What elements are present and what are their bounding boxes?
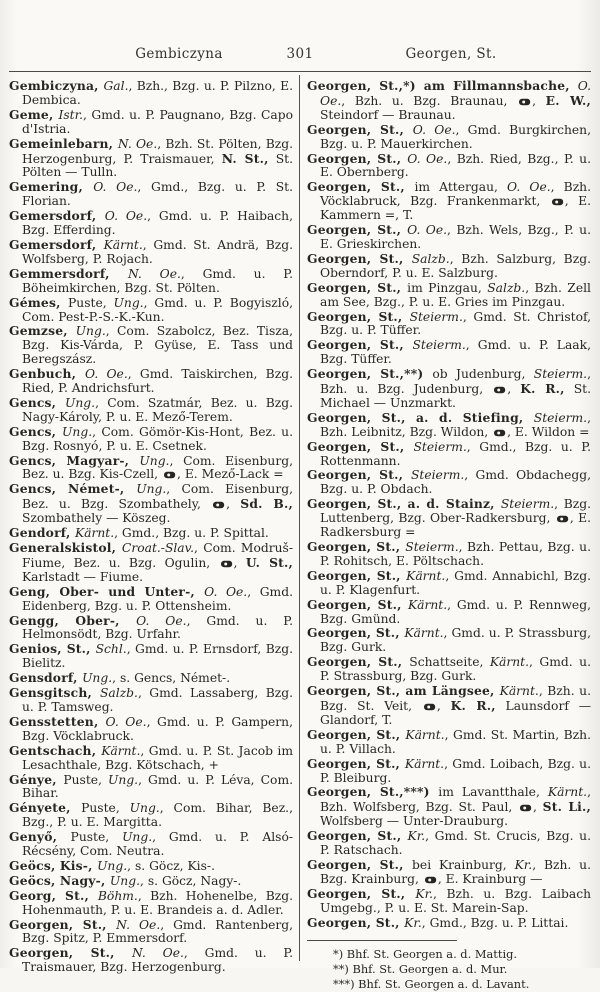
entry-region-abbrev: O. Oe. xyxy=(507,180,551,195)
gazetteer-entry xyxy=(307,281,591,310)
gazetteer-entry xyxy=(307,152,591,181)
entry-bold-text: Georgen, St., xyxy=(307,438,414,454)
right-column xyxy=(307,79,591,992)
gazetteer-entry xyxy=(9,541,293,585)
entry-bold-text: Gendorf, xyxy=(9,525,75,541)
gazetteer-entry xyxy=(9,79,293,108)
entry-region-abbrev: Croat.-Slav. xyxy=(121,541,195,555)
entry-region-abbrev: Ung. xyxy=(122,830,153,845)
entry-text: , Bzh., Bzg. u. P. Pilzno, E. Dembica. xyxy=(22,79,293,107)
gazetteer-entry xyxy=(307,655,591,684)
entry-region-abbrev: Ung. xyxy=(75,324,106,339)
entry-text: , Com. Szatmár, Bez. u. Bzg. Nagy-Károly, P. u. E. Mező-Terem. xyxy=(22,395,294,424)
entry-bold-text: Georgen, St., xyxy=(307,856,413,872)
entry-text: St. Pölten — Tulln. xyxy=(22,151,293,180)
entry-text: , Bzh. u. Bzg. Braunau, xyxy=(341,93,518,108)
entry-region-abbrev: O. Oe. xyxy=(412,122,456,137)
posthorn-icon xyxy=(556,515,569,523)
gazetteer-entry xyxy=(307,858,591,887)
entry-region-abbrev: Kärnt. xyxy=(406,568,446,583)
entry-region-abbrev: O. Oe. xyxy=(320,79,591,108)
entry-bold-text: Geöcs, Kis-, xyxy=(9,857,98,873)
entry-text: , Gmd. u. P. Laak, Bzg. Tüffer. xyxy=(320,338,591,367)
gazetteer-entry xyxy=(9,238,293,267)
gazetteer-entry xyxy=(9,324,293,367)
entry-bold-text: Geöcs, Nagy-, xyxy=(9,872,110,888)
gazetteer-entry xyxy=(307,180,591,223)
entry-region-abbrev: Schl. xyxy=(95,642,127,657)
entry-text: , xyxy=(436,698,451,713)
gazetteer-entry xyxy=(307,785,591,829)
entry-bold-text: Geme, xyxy=(9,106,59,122)
entry-text: , Com. Eisenburg, Bez. u. Bzg. Szombathely, xyxy=(22,482,293,512)
entry-region-abbrev: Salzb. xyxy=(487,280,526,295)
entry-bold-text: Georgen, St., xyxy=(307,654,410,670)
entry-region-abbrev: Böhm. xyxy=(97,888,138,903)
entry-text: , xyxy=(533,800,543,815)
entry-text: Puste, xyxy=(63,772,109,787)
gazetteer-entry xyxy=(9,874,293,889)
entry-bold-text: Gémes, xyxy=(9,294,69,310)
entry-text: , Gmd., Bzg. u. P. Spittal. xyxy=(114,526,269,541)
entry-text: , Bzh. Wels, Bzg., P. u. E. Grieskirchen. xyxy=(320,223,591,251)
entry-text: , Gmd. u. P. Böheimkirchen, Bzg. St. Pölten. xyxy=(22,266,293,295)
gazetteer-entry xyxy=(9,642,293,671)
entry-region-abbrev: N. Oe. xyxy=(117,136,158,151)
gazetteer-entry xyxy=(307,252,591,281)
entry-text: , Bzh. u. Bzg. St. Veit, xyxy=(320,684,591,713)
entry-text: , Gmd. u. P. Strassburg, Bzg. Gurk. xyxy=(320,655,591,684)
entry-bold-text: Georgen, St., xyxy=(307,828,408,844)
entry-bold-text: Georgen, St., xyxy=(307,179,415,195)
entry-text: , Gmd., Bzg. u. P. St. Florian. xyxy=(22,180,293,209)
entry-bold-text: Georgen, St., a. d. Stainz, xyxy=(307,496,501,512)
entry-bold-text: Georgen, St., a. d. Stiefing, xyxy=(307,409,534,425)
entry-text: , Gmd. u. P. Helmonsödt, Bzg. Urfahr. xyxy=(22,613,293,642)
entry-text: , Gmd. u. P. Alsó-Récsény, Com. Neutra. xyxy=(22,830,294,859)
gazetteer-entry xyxy=(9,425,293,454)
gazetteer-entry xyxy=(307,79,591,123)
entry-text: , Bzh. Hohenelbe, Bzg. Hohenmauth, P. u. E. Brandeis a. d. Adler. xyxy=(22,888,293,917)
entry-text: Schattseite, xyxy=(409,655,490,670)
posthorn-icon xyxy=(493,429,506,437)
entry-region-abbrev: Kärnt. xyxy=(547,785,588,800)
entry-text: Puste, xyxy=(68,295,114,310)
entry-bold-text: Georgen, St., xyxy=(307,250,412,266)
entry-bold-text: Georgen, St., xyxy=(307,150,408,166)
entry-bold-text: Gemeinlebarn, xyxy=(9,135,118,151)
entry-bold-text: Gényete, xyxy=(9,800,82,816)
entry-text: , Gmd. Rantenberg, Bzg. Spitz, P. Emmersdorf. xyxy=(22,917,294,946)
running-head-right-keyword: Georgen, St. xyxy=(405,46,497,62)
entry-region-abbrev: Steierm. xyxy=(412,338,466,353)
entry-region-abbrev: Salzb. xyxy=(411,251,450,266)
entry-bold-text: Georgen, St., xyxy=(307,539,406,554)
entry-region-abbrev: Istr. xyxy=(58,107,84,122)
gazetteer-entry xyxy=(307,440,591,469)
entry-text: , Gmd. u. P. Rennweg, Bzg. Gmünd. xyxy=(320,597,591,626)
entry-bold-text: Gensdorf, xyxy=(9,670,83,686)
posthorn-icon xyxy=(212,501,225,509)
entry-bold-text: Gentschach, xyxy=(9,742,102,758)
entry-region-abbrev: N. Oe. xyxy=(127,266,181,281)
entry-text: , Gmd. Eidenberg, Bzg. u. P. Ottensheim. xyxy=(22,584,293,613)
entry-text: , Gmd. u. P. Strassburg, Bzg. Gurk. xyxy=(320,626,591,655)
gazetteer-entry xyxy=(9,671,293,686)
entry-bold-text: Georgen, St.,**) xyxy=(307,366,433,382)
gazetteer-entry xyxy=(307,468,591,497)
entry-text: , s. Göcz, Nagy-. xyxy=(140,873,242,888)
gazetteer-entry xyxy=(9,296,293,325)
entry-bold-text: Gemersdorf, xyxy=(9,236,104,252)
entry-text: , xyxy=(233,555,246,570)
entry-region-abbrev: Steierm. xyxy=(533,410,588,425)
entry-text: , Bzh. u. Bzg. Laibach Umgebg., P. u. E. St. Marein-Sap. xyxy=(320,886,592,915)
entry-bold-text: Georgen, St., xyxy=(307,467,411,483)
entry-region-abbrev: Ung. xyxy=(113,295,144,310)
posthorn-icon xyxy=(220,560,233,568)
entry-bold-text: Génye, xyxy=(9,771,64,787)
entry-text: , Com. Bihar, Bez., Bzg., P. u. E. Margitta. xyxy=(22,801,293,830)
entry-text: Szombathely — Köszeg. xyxy=(22,511,171,526)
entry-text: im Lavantthale, xyxy=(438,785,548,800)
posthorn-icon xyxy=(163,471,176,479)
entry-bold-text: N. St., xyxy=(221,150,269,166)
entry-text: , Gmd. u. P. Léva, Com. Bihar. xyxy=(22,772,294,801)
entry-text: Launsdorf — Glandorf, T. xyxy=(320,698,592,727)
gazetteer-entry xyxy=(9,946,293,975)
entry-region-abbrev: Kärnt. xyxy=(101,743,141,758)
entry-text: , Gmd., Bzg. u. P. Littai. xyxy=(421,915,569,930)
entry-bold-text: Generalskistol, xyxy=(9,540,122,555)
entry-bold-text: Georgen, St., xyxy=(307,726,406,742)
header-rule xyxy=(9,71,591,72)
gazetteer-entry xyxy=(307,916,591,931)
gazetteer-entry xyxy=(9,686,293,715)
footnote-rule xyxy=(307,940,457,941)
entry-region-abbrev: Steierm. xyxy=(405,540,459,554)
entry-text: bei Krainburg, xyxy=(412,857,515,872)
entry-bold-text: Gencs, xyxy=(9,423,63,439)
entry-text: , xyxy=(507,382,521,397)
entry-text: , Gmd. Annabichl, Bzg. u. P. Klagenfurt. xyxy=(320,568,592,597)
footnote-block xyxy=(307,940,591,992)
entry-region-abbrev: Kr. xyxy=(407,829,426,844)
entry-text: , Gmd. Burgkirchen, Bzg. u. P. Mauerkirchen. xyxy=(320,122,591,151)
entry-text: , Gmd. u. P. Gampern, Bzg. Vöcklabruck. xyxy=(22,714,294,743)
entry-text: , Bzh. Ried, Bzg., P. u. E. Obernberg. xyxy=(320,151,591,180)
gazetteer-entry xyxy=(9,801,293,830)
gazetteer-entry xyxy=(9,830,293,859)
entry-region-abbrev: Kärnt. xyxy=(407,597,448,612)
entry-region-abbrev: Steierm. xyxy=(409,309,463,324)
entry-text: , E. Kammern =, T. xyxy=(320,194,591,223)
entry-bold-text: Sd. B., xyxy=(240,496,293,512)
entry-text: Wolfsberg — Unter-Drauburg. xyxy=(320,814,508,829)
entry-text: , E. Mező-Lack = xyxy=(177,467,284,482)
entry-region-abbrev: Gal. xyxy=(103,79,129,93)
entry-text: , Gmd. St. Martin, Bzh. u. P. Villach. xyxy=(320,727,591,756)
entry-text: , Gmd. u. P. St. Jacob im Lesachthale, Bzg. Kötschach, + xyxy=(22,743,294,772)
entry-bold-text: Geng, Ober- und Unter-, xyxy=(9,583,205,599)
entry-text: , xyxy=(532,93,546,108)
entry-bold-text: Georgen, St., xyxy=(9,945,132,961)
posthorn-icon xyxy=(518,98,531,106)
entry-region-abbrev: Ung. xyxy=(139,453,170,468)
entry-region-abbrev: Ung. xyxy=(97,858,128,873)
entry-text: ob Judenburg, xyxy=(432,367,534,382)
entry-text: , Bzg. Luttenberg, Bzg. Ober-Radkersburg, xyxy=(320,497,591,526)
gazetteer-entry xyxy=(307,310,591,339)
entry-bold-text: Gemzse, xyxy=(9,323,76,339)
entry-text: , Com. Modruš-Fiume, Bez. u. Bzg. Ogulin, xyxy=(22,541,293,570)
entry-region-abbrev: O. Oe. xyxy=(93,180,138,195)
entry-region-abbrev: Ung. xyxy=(129,801,160,816)
entry-region-abbrev: Kr. xyxy=(404,915,422,930)
entry-text: , Bzh. Pettau, Bzg. u. P. Rohitsch, E. Pöltschach. xyxy=(320,540,591,568)
entry-region-abbrev: O. Oe. xyxy=(407,151,448,166)
entry-region-abbrev: Steierm. xyxy=(410,468,465,483)
entry-text: , Bzh. Wolfsberg, Bzg. St. Paul, xyxy=(320,785,591,815)
entry-bold-text: Gencs, Német-, xyxy=(9,481,137,497)
gazetteer-entry xyxy=(307,598,591,627)
entry-bold-text: Gembiczyna, xyxy=(9,78,104,93)
entry-region-abbrev: O. Oe. xyxy=(204,584,248,599)
entry-text: , Gmd. Lassaberg, Bzg. u. P. Tamsweg. xyxy=(22,686,294,714)
entry-text: im Pinzgau, xyxy=(407,280,488,295)
entry-bold-text: St. Li., xyxy=(542,799,591,815)
gazetteer-entry xyxy=(9,482,293,526)
entry-bold-text: Georgen, St., xyxy=(307,337,413,353)
gazetteer-entry xyxy=(9,108,293,137)
entry-bold-text: Georgen, St.,*) am Fillmannsbache, xyxy=(307,78,578,93)
entry-text: , Com. Gömör-Kis-Hont, Bez. u. Bzg. Rosnyó, P. u. E. Csetnek. xyxy=(22,424,293,453)
posthorn-icon xyxy=(424,876,437,884)
entry-bold-text: Georgen, St.,***) xyxy=(307,784,439,800)
entry-text: , Gmd. u. P. Haibach, Bzg. Efferding. xyxy=(22,209,294,238)
entry-region-abbrev: Steierm. xyxy=(500,497,555,512)
gazetteer-entry xyxy=(9,859,293,874)
entry-text: , Gmd. u. P. Ernsdorf, Bzg. Bielitz. xyxy=(22,642,293,671)
entry-region-abbrev: Ung. xyxy=(109,873,140,888)
gazetteer-entry xyxy=(307,367,591,411)
entry-text: , Gmd. u. P. Paugnano, Bzg. Capo d'Istria. xyxy=(22,107,293,136)
gazetteer-entry xyxy=(9,209,293,238)
entry-region-abbrev: N. Oe. xyxy=(116,917,161,932)
entry-text: Karlstadt — Fiume. xyxy=(22,569,144,584)
text-columns xyxy=(9,79,591,992)
page-number: 301 xyxy=(286,46,314,62)
entry-bold-text: Gencs, xyxy=(9,394,65,410)
entry-region-abbrev: Kärnt. xyxy=(404,756,445,771)
entry-bold-text: Gensstetten, xyxy=(9,713,106,729)
gazetteer-entry xyxy=(9,744,293,773)
entry-bold-text: Georgen, St., xyxy=(307,308,410,324)
entry-bold-text: Georgen, St., xyxy=(307,222,408,238)
left-column xyxy=(9,79,293,975)
entry-region-abbrev: O. Oe. xyxy=(105,714,147,729)
entry-region-abbrev: Kr. xyxy=(514,857,533,872)
entry-text: , Bzh. St. Pölten, Bzg. Herzogenburg, P. Traismauer, xyxy=(22,136,293,166)
entry-bold-text: Genyő, xyxy=(9,829,71,845)
entry-bold-text: Georgen, St., am Längsee, xyxy=(307,683,500,699)
gazetteer-entry xyxy=(307,684,591,728)
entry-text: , Com. Eisenburg, Bez. u. Bzg. Kis-Czell, xyxy=(22,453,293,482)
entry-bold-text: K. R., xyxy=(520,381,565,397)
running-head-left-keyword: Gembiczyna xyxy=(135,46,223,62)
gazetteer-entry xyxy=(9,773,293,802)
running-head xyxy=(9,46,591,68)
gazetteer-entry xyxy=(9,180,293,209)
gazetteer-entry xyxy=(9,614,293,643)
entry-bold-text: Georgen, St., xyxy=(307,755,405,771)
gazetteer-entry xyxy=(307,123,591,152)
entry-bold-text: Georg, St., xyxy=(9,887,98,903)
entry-text: St. Michael — Unzmarkt. xyxy=(320,382,591,410)
entry-bold-text: Gemmersdorf, xyxy=(9,265,128,281)
entry-region-abbrev: Ung. xyxy=(108,772,139,787)
gazetteer-entry xyxy=(307,497,591,540)
entry-text: im Attergau, xyxy=(414,180,508,195)
entry-region-abbrev: Kärnt. xyxy=(404,626,444,641)
entry-bold-text: Gemersdorf, xyxy=(9,208,105,224)
footnote: **) Bhf. St. Georgen a. d. Mur. xyxy=(333,962,508,977)
entry-text: , Gmd. St. Christof, Bzg. u. P. Tüffer. xyxy=(320,309,591,338)
posthorn-icon xyxy=(551,198,564,206)
entry-text: , Gmd. u. P. Traismauer, Bzg. Herzogenburg. xyxy=(22,946,294,975)
entry-text: , Bzh. Salzburg, Bzg. Oberndorf, P. u. E. Salzburg. xyxy=(320,251,591,280)
gazetteer-entry xyxy=(9,918,293,947)
posthorn-icon xyxy=(423,703,436,711)
entry-bold-text: Genbuch, xyxy=(9,366,85,382)
gazetteer-entry xyxy=(9,889,293,918)
entry-text: Puste, xyxy=(70,830,123,845)
entry-text: , Com. Szabolcz, Bez. Tisza, Bzg. Kis-Várda, P. Gyüse, E. Tass und Beregszász. xyxy=(22,324,293,367)
gazetteer-entry xyxy=(307,887,591,916)
entry-region-abbrev: Kärnt. xyxy=(499,684,539,699)
entry-region-abbrev: Kärnt. xyxy=(405,727,445,742)
entry-text: , Bzh. Vöcklabruck, Bzg. Frankenmarkt, xyxy=(320,180,591,209)
entry-region-abbrev: Ung. xyxy=(62,424,93,439)
entry-bold-text: Georgen, St., xyxy=(307,567,407,583)
entry-region-abbrev: Steierm. xyxy=(413,439,467,454)
gazetteer-entry xyxy=(307,223,591,252)
entry-bold-text: Genios, St., xyxy=(9,641,96,657)
entry-region-abbrev: Salzb. xyxy=(100,686,138,701)
entry-bold-text: Georgen, St., xyxy=(9,916,117,932)
entry-text: , xyxy=(226,497,241,512)
gazetteer-entry xyxy=(9,715,293,744)
entry-text: , Gmd. Obdachegg, Bzg. u. P. Obdach. xyxy=(320,468,591,497)
entry-region-abbrev: Ung. xyxy=(136,482,167,497)
gazetteer-entry xyxy=(307,829,591,858)
entry-text: , Gmd. Taiskirchen, Bzg. Ried, P. Andrichsfurt. xyxy=(22,367,293,396)
gazetteer-entry xyxy=(9,585,293,614)
entry-text: , E. Radkersburg = xyxy=(320,511,591,540)
entry-bold-text: Gensgitsch, xyxy=(9,685,100,701)
entry-bold-text: E. W., xyxy=(545,92,591,108)
entry-region-abbrev: Kärnt. xyxy=(489,655,530,670)
gazetteer-entry xyxy=(9,526,293,541)
entry-bold-text: U. St., xyxy=(245,554,293,570)
column-divider-rule xyxy=(299,75,300,961)
entry-bold-text: Gemering, xyxy=(9,179,94,195)
gazetteer-entry xyxy=(307,757,591,786)
entry-region-abbrev: O. Oe. xyxy=(84,367,128,382)
entry-text: , Bzh. u. Bzg. Judenburg, xyxy=(320,367,591,397)
entry-text: , Gmd. u. P. Bogyiszló, Com. Pest-P.-S.-K.-Kun. xyxy=(22,295,294,324)
footnote: *) Bhf. St. Georgen a. d. Mattig. xyxy=(333,947,518,962)
entry-text: , Gmd. Loibach, Bzg. u. P. Bleiburg. xyxy=(320,756,591,785)
posthorn-icon xyxy=(519,804,532,812)
right-column-entries xyxy=(307,79,591,930)
gazetteer-entry xyxy=(307,626,591,655)
entry-region-abbrev: Kärnt. xyxy=(74,526,115,541)
gazetteer-entry xyxy=(9,454,293,483)
entry-text: , Bzh. Zell am See, Bzg., P. u. E. Gries im Pinzgau. xyxy=(320,280,591,309)
entry-region-abbrev: Steierm. xyxy=(533,367,588,382)
gazetteer-entry xyxy=(307,411,591,440)
entry-region-abbrev: Kärnt. xyxy=(103,237,143,252)
entry-bold-text: Georgen, St., xyxy=(307,885,416,901)
entry-bold-text: Georgen, St., xyxy=(307,279,408,295)
entry-text: , s. Göcz, Kis-. xyxy=(127,858,215,873)
entry-text: Puste, xyxy=(81,801,130,816)
entry-region-abbrev: Ung. xyxy=(64,395,96,410)
entry-text: , E. Krainburg — xyxy=(437,871,543,886)
entry-region-abbrev: N. Oe. xyxy=(131,946,184,961)
entry-region-abbrev: O. Oe. xyxy=(407,223,448,238)
gazetteer-entry xyxy=(9,137,293,181)
entry-text: , s. Gencs, Német-. xyxy=(112,671,231,686)
entry-bold-text: Georgen, St., xyxy=(307,121,413,137)
gazetteer-entry xyxy=(9,367,293,396)
entry-text: , Bzh. u. Bzg. Krainburg, xyxy=(320,857,591,886)
entry-bold-text: Gengg, Ober-, xyxy=(9,612,137,628)
gazetteer-entry xyxy=(307,540,591,569)
entry-bold-text: Gencs, Magyar-, xyxy=(9,452,140,468)
entry-region-abbrev: Kr. xyxy=(415,886,434,901)
entry-region-abbrev: Ung. xyxy=(82,671,113,686)
entry-text: , E. Wildon = xyxy=(507,424,590,439)
gazetteer-entry xyxy=(307,338,591,367)
entry-bold-text: Georgen, St., xyxy=(307,596,408,612)
gazetteer-entry xyxy=(9,396,293,425)
entry-bold-text: K. R., xyxy=(450,697,496,713)
footnote: ***) Bhf. St. Georgen a. d. Lavant. xyxy=(333,977,530,992)
entry-region-abbrev: O. Oe. xyxy=(104,209,148,224)
posthorn-icon xyxy=(493,386,506,394)
entry-text: , Bzh. Leibnitz, Bzg. Wildon, xyxy=(320,410,591,439)
gazetteer-entry xyxy=(307,569,591,598)
entry-text: Steindorf — Braunau. xyxy=(320,107,456,122)
gazetteer-entry xyxy=(307,728,591,757)
entry-text: , Gmd. St. Crucis, Bzg. u. P. Ratschach. xyxy=(320,829,591,858)
gazetteer-entry xyxy=(9,267,293,296)
entry-bold-text: Georgen, St., xyxy=(307,914,405,930)
entry-bold-text: Georgen, St., xyxy=(307,625,405,641)
entry-region-abbrev: O. Oe. xyxy=(136,613,187,628)
entry-text: , Gmd., Bzg. u. P. Rottenmann. xyxy=(320,439,591,468)
entry-text: , Gmd. St. Andrä, Bzg. Wolfsberg, P. Rojach. xyxy=(22,237,293,266)
